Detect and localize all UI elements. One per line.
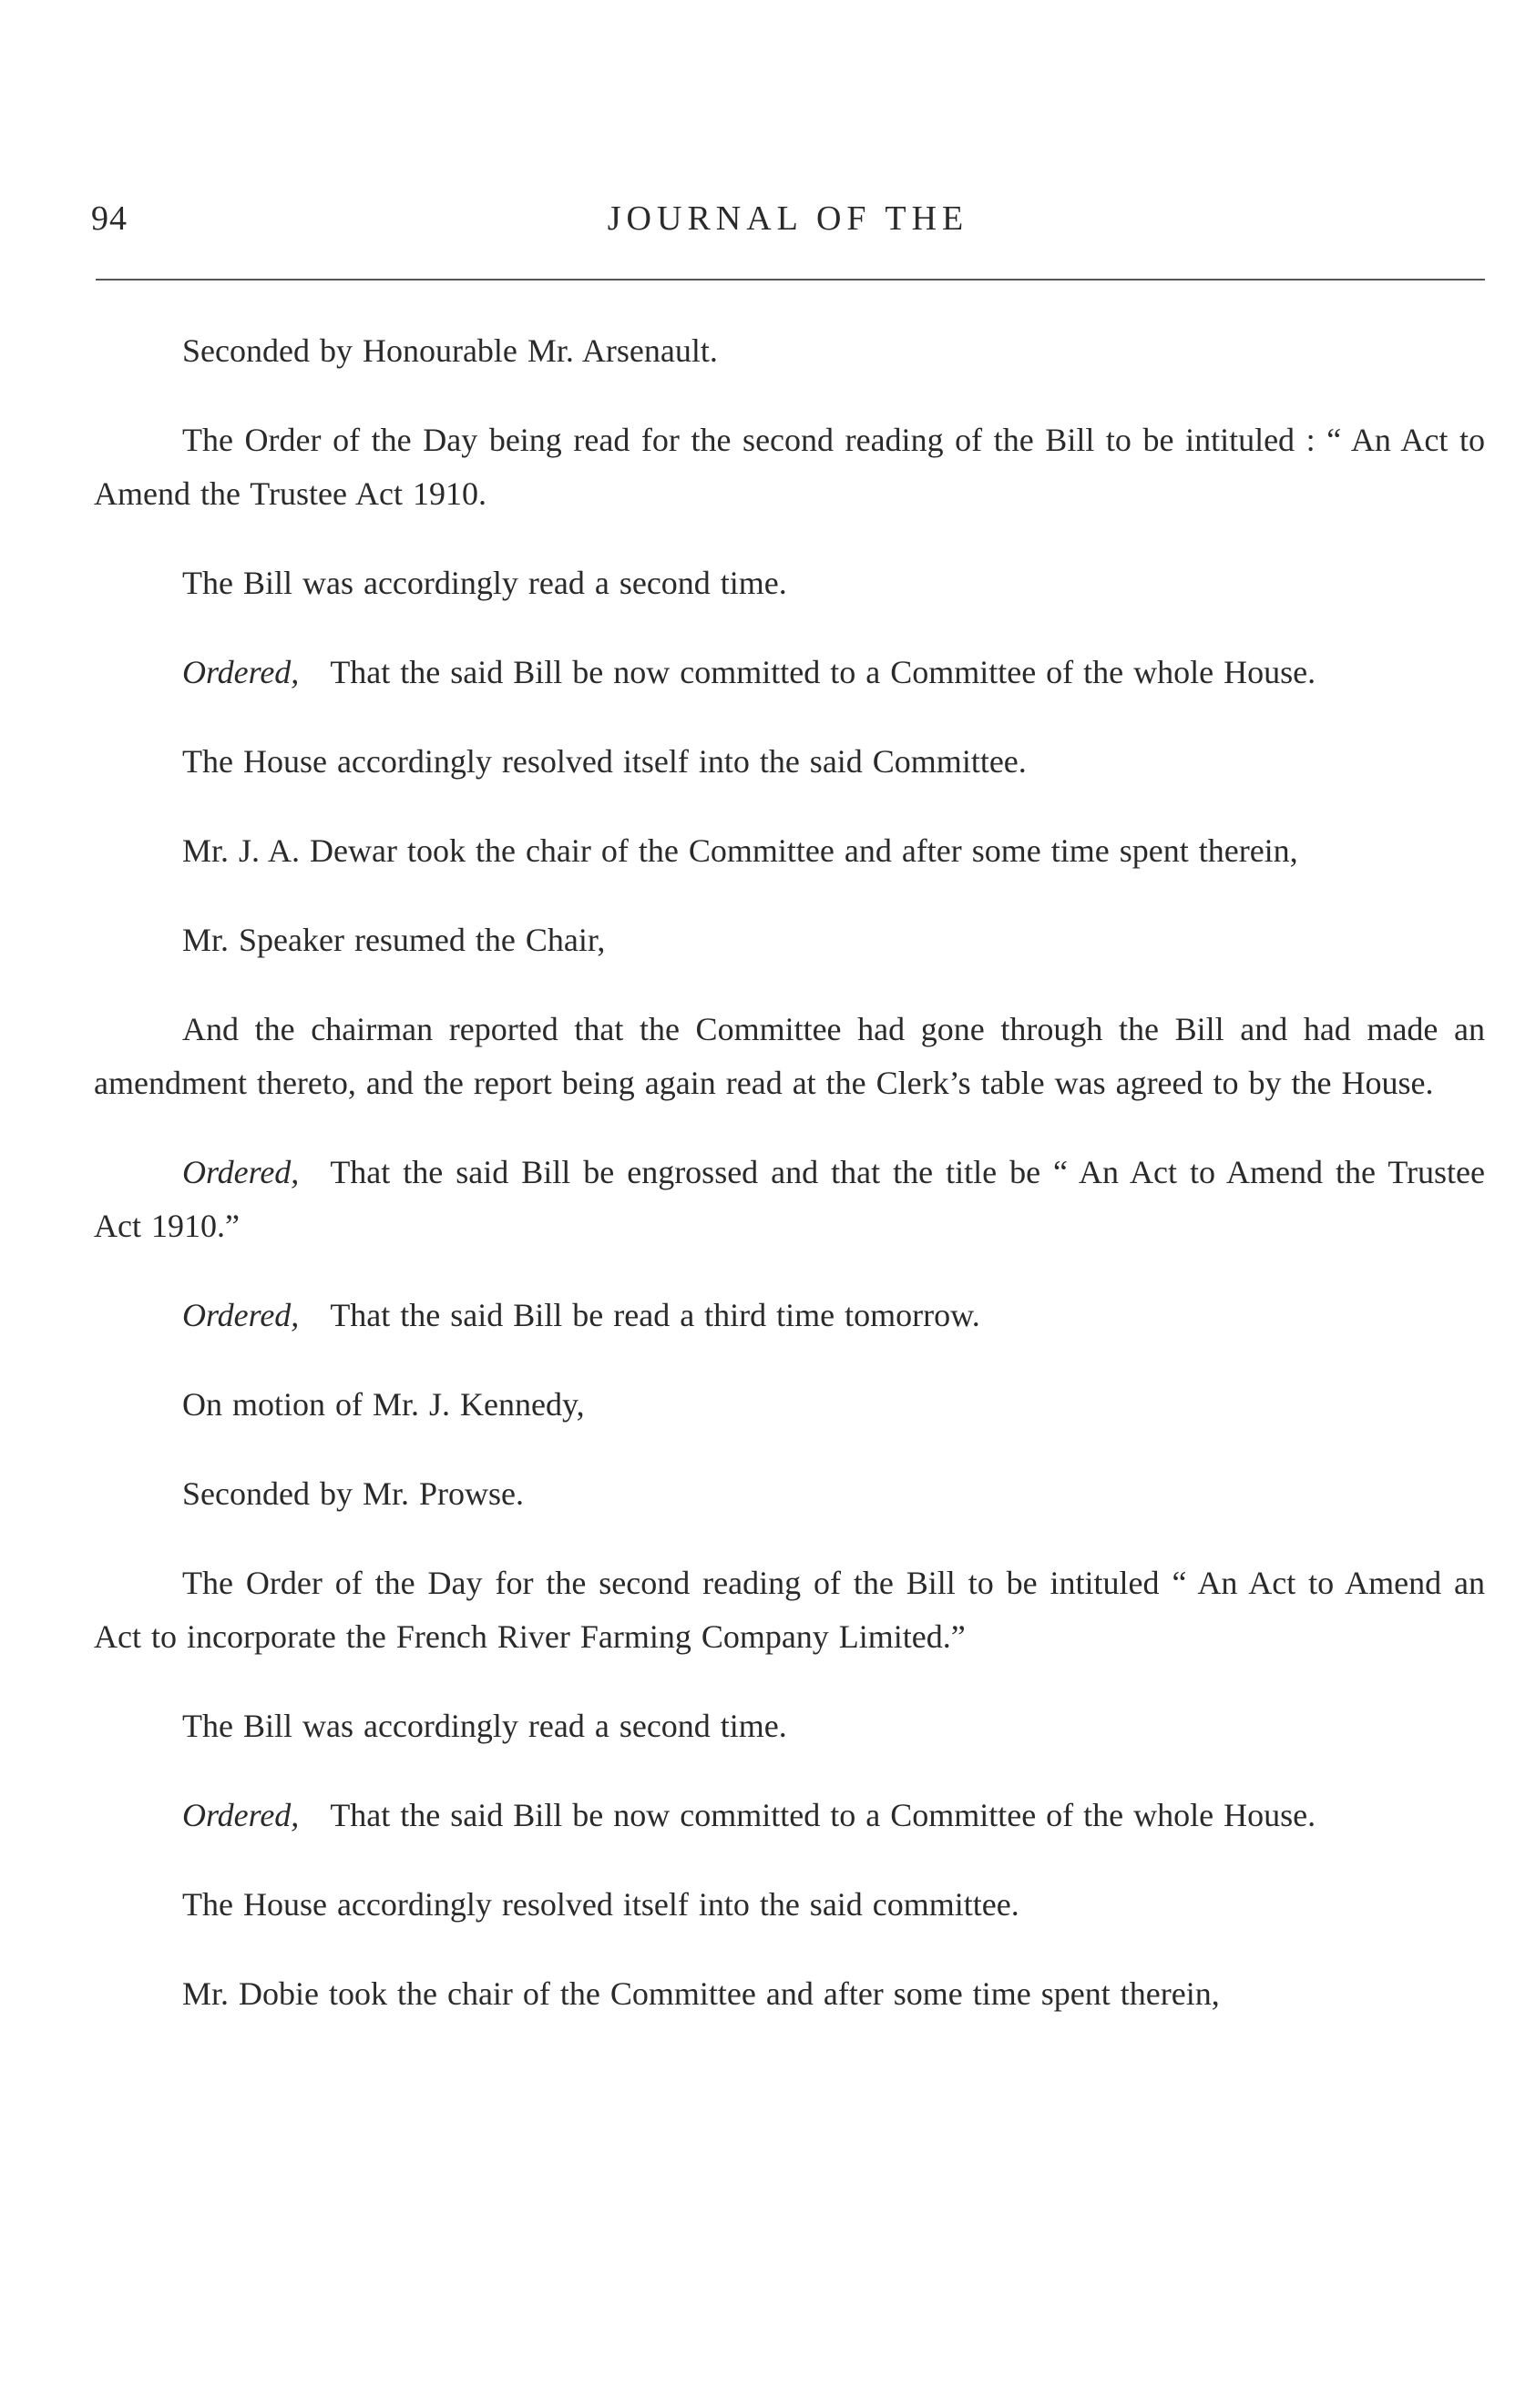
running-title: JOURNAL OF THE: [607, 199, 969, 238]
ordered-label: Ordered,: [182, 1297, 300, 1333]
paragraph-text: The Bill was accordingly read a second time.: [182, 565, 787, 601]
paragraph: [94, 1556, 1485, 1664]
paragraph: [94, 1878, 1485, 1932]
paragraph: [94, 1967, 1485, 2021]
paragraph: [94, 413, 1485, 521]
page-number: 94: [91, 199, 128, 238]
paragraph: [94, 324, 1485, 378]
ordered-label: Ordered,: [182, 654, 300, 690]
paragraph-text: That the said Bill be now committed to a Committee of the whole House.: [330, 1797, 1316, 1833]
ordered-label: Ordered,: [182, 1154, 300, 1190]
paragraph-text: The Bill was accordingly read a second time.: [182, 1708, 787, 1744]
paragraph: [94, 1378, 1485, 1432]
header-rule: [96, 279, 1485, 281]
paragraph: [94, 1289, 1485, 1342]
ordered-label: Ordered,: [182, 1797, 300, 1833]
paragraph-text: That the said Bill be engrossed and that the title be “ An Act to Amend the Trustee Act 1910.”: [94, 1154, 1485, 1244]
paragraph-text: That the said Bill be now committed to a Committee of the whole House.: [330, 654, 1316, 690]
paragraph-text: The House accordingly resolved itself into the said Committee.: [182, 743, 1027, 780]
paragraph: [94, 1467, 1485, 1521]
paragraph-text: Mr. Dobie took the chair of the Committee and after some time spent therein,: [182, 1975, 1220, 2012]
paragraph-text: Mr. J. A. Dewar took the chair of the Committee and after some time spent therein,: [182, 832, 1298, 869]
paragraph-text: Seconded by Honourable Mr. Arsenault.: [182, 332, 718, 369]
paragraph-text: Seconded by Mr. Prowse.: [182, 1475, 524, 1512]
paragraph: [94, 913, 1485, 967]
paragraph-text: That the said Bill be read a third time tomorrow.: [330, 1297, 980, 1333]
paragraph-text: The Order of the Day being read for the second reading of the Bill to be intituled : “ An Act to Amend the Trustee Act 1910.: [94, 422, 1485, 512]
paragraph-text: Mr. Speaker resumed the Chair,: [182, 922, 606, 958]
journal-body: [94, 324, 1485, 2056]
paragraph: [94, 1003, 1485, 1110]
paragraph-text: The Order of the Day for the second reading of the Bill to be intituled “ An Act to Amend an Act to incorporate the French River Farming Company Limited.”: [94, 1565, 1485, 1655]
paragraph: [94, 735, 1485, 789]
paragraph: [94, 1789, 1485, 1842]
paragraph: [94, 556, 1485, 610]
paragraph: [94, 824, 1485, 878]
paragraph-text: The House accordingly resolved itself into the said committee.: [182, 1886, 1019, 1923]
paragraph-text: And the chairman reported that the Committee had gone through the Bill and had made an amendment thereto, and the report being again read at the Clerk’s table was agreed to by the House.: [94, 1011, 1485, 1101]
paragraph-text: On motion of Mr. J. Kennedy,: [182, 1386, 585, 1423]
paragraph: [94, 1699, 1485, 1753]
page-header: [91, 199, 1485, 253]
paragraph: [94, 1146, 1485, 1253]
paragraph: [94, 646, 1485, 699]
